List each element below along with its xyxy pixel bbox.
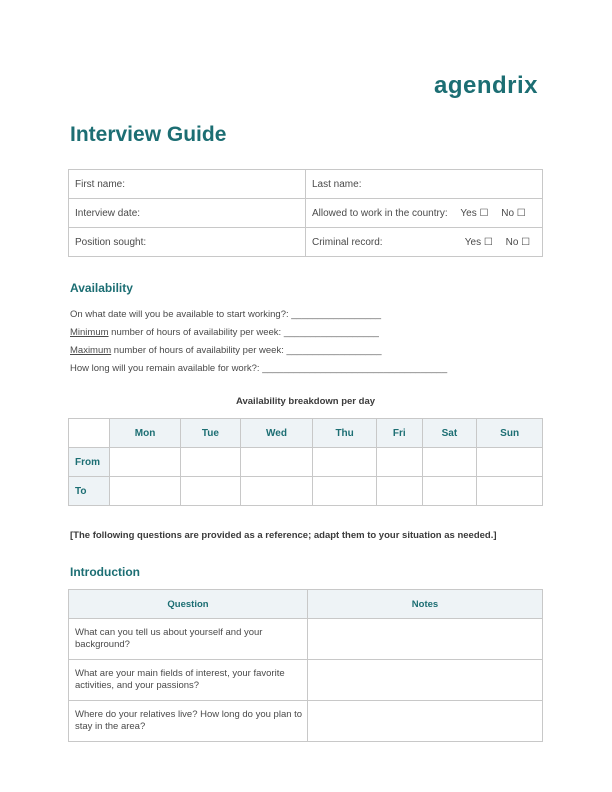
question-text: What are your main fields of interest, your favorite activities, and your passions?: [69, 660, 308, 701]
availability-breakdown-table: [68, 418, 543, 506]
corner-cell: [69, 419, 110, 448]
min-hours-line[interactable]: [70, 324, 447, 342]
question-text: What can you tell us about yourself and your background?: [69, 619, 308, 660]
table-row: [69, 701, 543, 742]
duration-line[interactable]: How long will you remain available for work?: ___________________________________: [70, 363, 448, 374]
allowed-to-work-field: [306, 199, 543, 228]
row-from-label: From: [69, 448, 110, 477]
row-to-label: To: [69, 477, 110, 506]
notes-column-header: Notes: [308, 590, 543, 619]
availability-heading: Availability: [70, 281, 133, 295]
candidate-info-table: [68, 169, 543, 257]
notes-cell[interactable]: [308, 660, 543, 701]
from-mon-cell[interactable]: [110, 448, 181, 477]
to-fri-cell[interactable]: [377, 477, 423, 506]
interview-date-field[interactable]: Interview date:: [69, 199, 306, 228]
criminal-record-field: [306, 228, 543, 257]
allowed-no-checkbox[interactable]: No ☐: [501, 207, 526, 219]
criminal-no-checkbox[interactable]: No ☐: [505, 236, 531, 248]
day-sun: Sun: [477, 419, 543, 448]
introduction-table: [68, 589, 543, 742]
to-mon-cell[interactable]: [110, 477, 181, 506]
allowed-to-work-label: Allowed to work in the country:: [312, 207, 448, 219]
to-tue-cell[interactable]: [181, 477, 241, 506]
criminal-record-label: Criminal record:: [312, 236, 383, 248]
notes-cell[interactable]: [308, 619, 543, 660]
to-wed-cell[interactable]: [240, 477, 312, 506]
from-tue-cell[interactable]: [181, 448, 241, 477]
start-date-line[interactable]: On what date will you be available to start working?: _________________: [70, 309, 382, 320]
agendrix-logo: agendrix: [434, 72, 539, 99]
introduction-heading: Introduction: [70, 565, 140, 579]
day-mon: Mon: [110, 419, 181, 448]
page-title: Interview Guide: [70, 123, 227, 146]
reference-note: [The following questions are provided as a reference; adapt them to your situation as needed.]: [70, 530, 497, 541]
day-tue: Tue: [181, 419, 241, 448]
max-label: Maximum: [70, 345, 112, 356]
from-wed-cell[interactable]: [240, 448, 312, 477]
last-name-field[interactable]: Last name:: [306, 170, 543, 199]
to-sat-cell[interactable]: [422, 477, 477, 506]
day-wed: Wed: [240, 419, 312, 448]
max-rest: number of hours of availability per week: __________________: [111, 345, 382, 356]
min-label: Minimum: [70, 327, 109, 338]
from-thu-cell[interactable]: [313, 448, 377, 477]
min-rest: number of hours of availability per week: __________________: [108, 327, 379, 338]
table-row: [69, 660, 543, 701]
from-fri-cell[interactable]: [377, 448, 423, 477]
position-sought-field[interactable]: Position sought:: [69, 228, 306, 257]
max-hours-line[interactable]: [70, 342, 447, 360]
day-thu: Thu: [313, 419, 377, 448]
breakdown-caption: Availability breakdown per day: [235, 396, 376, 407]
allowed-yes-checkbox[interactable]: Yes ☐: [460, 207, 489, 219]
from-sun-cell[interactable]: [477, 448, 543, 477]
day-fri: Fri: [377, 419, 423, 448]
first-name-field[interactable]: First name:: [69, 170, 306, 199]
question-text: Where do your relatives live? How long do you plan to stay in the area?: [69, 701, 308, 742]
criminal-yes-checkbox[interactable]: Yes ☐: [464, 236, 493, 248]
notes-cell[interactable]: [308, 701, 543, 742]
availability-questions: [70, 306, 447, 378]
question-column-header: Question: [69, 590, 308, 619]
from-sat-cell[interactable]: [422, 448, 477, 477]
to-sun-cell[interactable]: [477, 477, 543, 506]
day-sat: Sat: [422, 419, 477, 448]
to-thu-cell[interactable]: [313, 477, 377, 506]
table-row: [69, 619, 543, 660]
